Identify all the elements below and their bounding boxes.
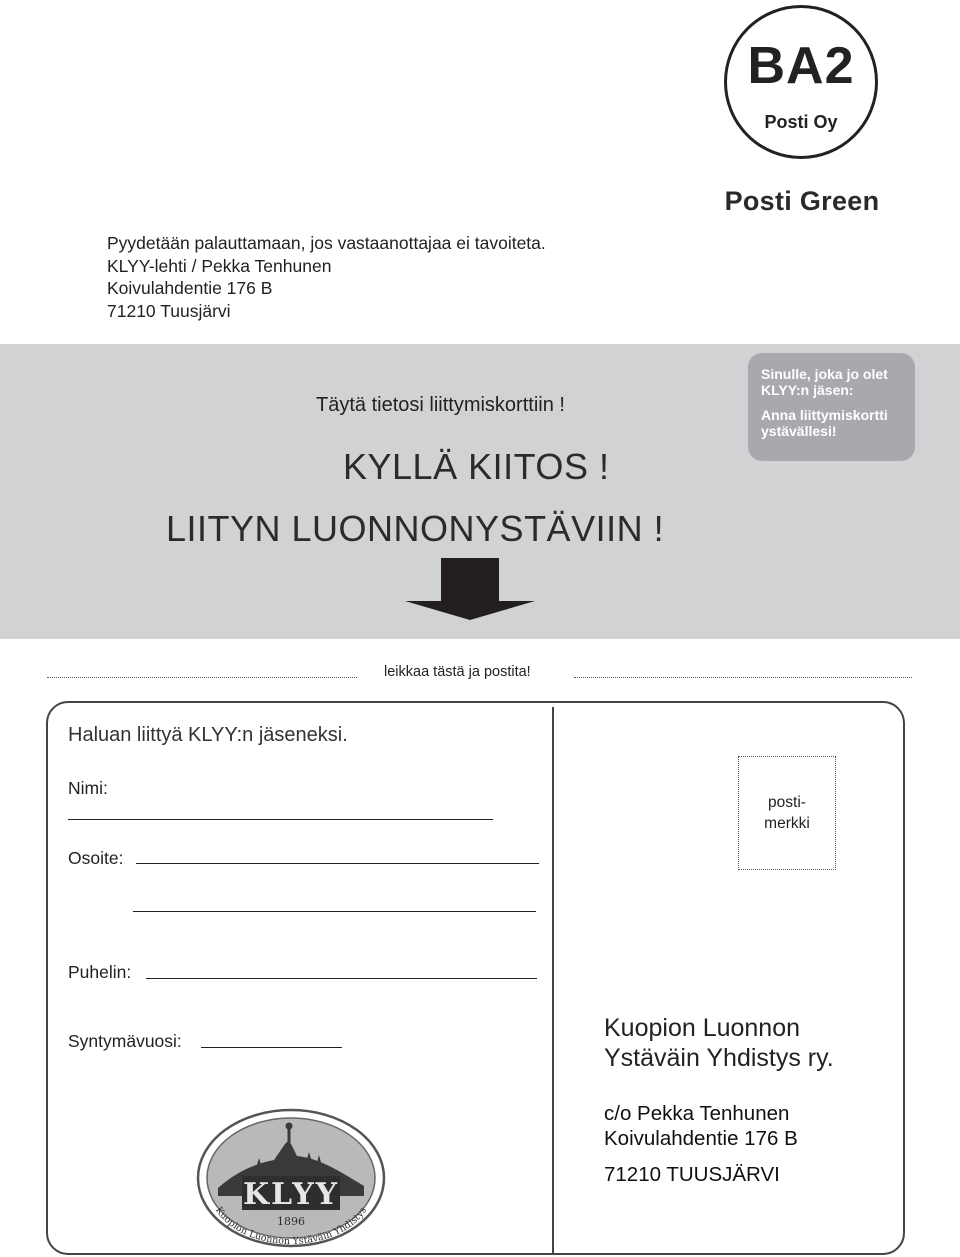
postage-code: BA2 (747, 37, 855, 95)
address-field[interactable] (136, 863, 539, 864)
return-line: 71210 Tuusjärvi (107, 300, 231, 321)
down-arrow-icon (405, 558, 535, 620)
member-note-line: Sinulle, joka jo olet (761, 366, 888, 382)
banner-thanks: KYLLÄ KIITOS ! (343, 446, 610, 487)
member-note (748, 353, 915, 461)
return-line: Koivulahdentie 176 B (107, 278, 273, 298)
logo-acronym: KLYY (242, 1177, 340, 1212)
member-note-line: ystävällesi! (761, 423, 837, 439)
phone-label: Puhelin: (68, 962, 132, 982)
name-field[interactable] (68, 819, 493, 820)
stamp-label: posti- (768, 794, 806, 811)
cut-line (47, 677, 357, 678)
phone-field[interactable] (146, 978, 537, 979)
return-address (107, 232, 546, 322)
postage-company: Posti Oy (764, 112, 838, 132)
recipient-address (604, 1101, 798, 1187)
stamp-placeholder (738, 756, 836, 870)
member-note-line: KLYY:n jäsen: (761, 382, 854, 398)
birth-year-label: Syntymävuosi: (68, 1031, 182, 1051)
return-line: KLYY-lehti / Pekka Tenhunen (107, 255, 332, 276)
stamp-label: merkki (764, 815, 810, 832)
cut-line (574, 677, 912, 678)
birth-year-field[interactable] (201, 1047, 342, 1048)
address-label: Osoite: (68, 848, 124, 868)
recipient-postal: 71210 TUUSJÄRVI (604, 1163, 780, 1186)
postage-service: Posti Green (724, 186, 880, 216)
card-divider (552, 707, 554, 1253)
recipient-street: Koivulahdentie 176 B (604, 1127, 798, 1150)
klyy-logo (196, 1108, 386, 1248)
logo-ring-text: Kuopion Luonnon Ystäväin Yhdistys (212, 1205, 370, 1248)
form-heading: Haluan liittyä KLYY:n jäseneksi. (68, 724, 348, 746)
recipient-name (604, 1013, 834, 1073)
name-label: Nimi: (68, 778, 108, 798)
cut-instruction: leikkaa tästä ja postita! (384, 664, 531, 680)
recipient-co: c/o Pekka Tenhunen (604, 1102, 790, 1125)
banner-join: LIITYN LUONNONYSTÄVIIN ! (166, 508, 665, 549)
recipient-name-line: Ystäväin Yhdistys ry. (604, 1044, 834, 1072)
banner-prompt: Täytä tietosi liittymiskorttiin ! (316, 394, 565, 416)
recipient-name-line: Kuopion Luonnon (604, 1014, 801, 1042)
member-note-line: Anna liittymiskortti (761, 407, 888, 423)
postage-mark (724, 5, 878, 159)
logo-year: 1896 (277, 1215, 305, 1228)
address-field-2[interactable] (133, 911, 536, 912)
return-line: Pyydetään palauttamaan, jos vastaanottajaa ei tavoiteta. (107, 233, 546, 253)
